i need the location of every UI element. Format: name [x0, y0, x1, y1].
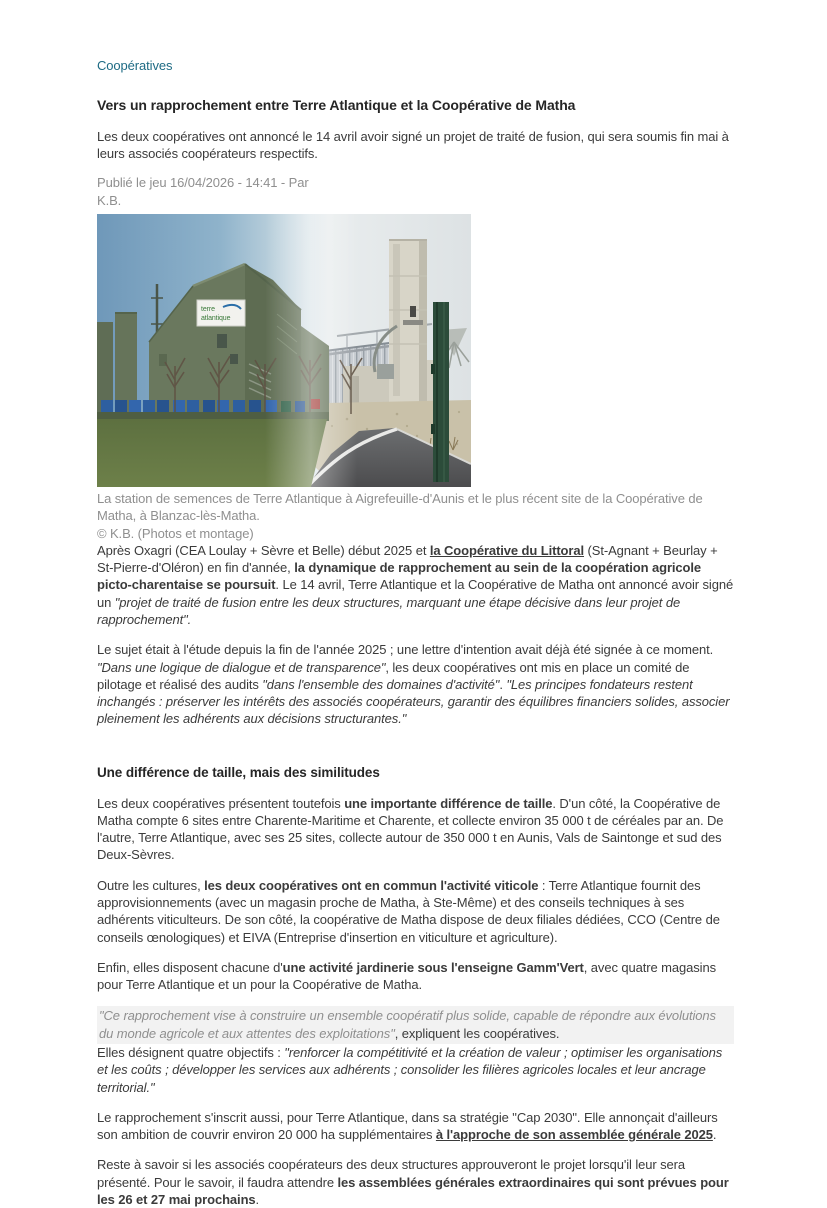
paragraph: [97, 1109, 734, 1144]
inline-link[interactable]: à l'approche de son assemblée générale 2025: [435, 1127, 713, 1143]
text-run: .: [499, 676, 507, 692]
photo-caption: La station de semences de Terre Atlantique à Aigrefeuille-d'Aunis et le plus récent site de la Coopérative de Matha, à Blanzac-lès-Matha.: [97, 491, 703, 524]
section-heading: Une différence de taille, mais des similitudes: [97, 764, 380, 780]
text-run: (St-Agnant + Beurlay + St-Pierre-d'Oléron) en fin d'année,: [97, 542, 718, 576]
published-date: Publié le jeu 16/04/2026 - 14:41 - Par: [97, 175, 309, 191]
text-run: . Le 14 avril, Terre Atlantique et la Coopérative de Matha ont annoncé avoir signé un: [97, 577, 734, 610]
text-run: les assemblées générales extraordinaires qui sont prévues pour les 26 et 27 mai prochains: [97, 1174, 729, 1207]
text-run: , les deux coopératives ont mis en place un comité de pilotage et réalisé des audits: [97, 659, 690, 692]
text-run: "Ce rapprochement vise à construire un ensemble coopératif plus solide, capable de répondre aux évolutions du monde agricole et aux attentes des exploitations": [99, 1008, 716, 1041]
paragraph: [97, 877, 734, 946]
text-run: les deux coopératives ont en commun l'activité viticole: [204, 877, 539, 893]
article-title: Vers un rapprochement entre Terre Atlantique et la Coopérative de Matha: [97, 97, 576, 114]
text-run: une importante différence de taille: [344, 795, 553, 811]
text-run: "Dans une logique de dialogue et de transparence": [97, 659, 386, 675]
text-run: "dans l'ensemble des domaines d'activité": [262, 676, 500, 692]
text-run: Les deux coopératives présentent toutefois: [97, 795, 345, 811]
article-lead: Les deux coopératives ont annoncé le 14 avril avoir signé un projet de traité de fusion, qui sera soumis fin mai à leurs associés coopérateurs respectifs.: [97, 128, 729, 162]
sign-line2: atlantique: [201, 315, 231, 323]
text-run: . D'un côté, la Coopérative de Matha compte 6 sites entre Charente-Maritime et Charente, et collecte environ 35 000 t de céréales par an. De l'autre, Terre Atlantique, avec ses 25 sites, collecte autour de 350 000 t en Aunis, Vals de Saintonge et sud des Deux-Sèvres.: [97, 795, 724, 863]
published-info: [97, 174, 734, 209]
text-run: "projet de traité de fusion entre les deux structures, marquant une étape décisive dans leur projet de rapprochement".: [97, 594, 681, 627]
category-link[interactable]: Coopératives: [97, 58, 173, 73]
text-run: Le sujet était à l'étude depuis la fin de l'année 2025 ; une lettre d'intention avait déjà été signée à ce moment.: [97, 642, 714, 658]
inline-link[interactable]: la Coopérative du Littoral: [429, 542, 585, 558]
photo-credit: © K.B. (Photos et montage): [97, 525, 254, 541]
paragraph: [97, 641, 734, 727]
text-run: la dynamique de rapprochement au sein de la coopération agricole picto-charentaise se poursuit: [97, 560, 702, 593]
article-photo: [97, 214, 471, 487]
text-run: une activité jardinerie sous l'enseigne Gamm'Vert: [282, 959, 584, 975]
paragraph: [97, 959, 734, 994]
paragraph: [97, 1044, 734, 1096]
text-run: Elles désignent quatre objectifs :: [97, 1045, 285, 1060]
text-run: "renforcer la compétitivité et la création de valeur ; optimiser les organisations et les coûts ; développer les services aux adhérents ; consolider les filières agricoles locales et leur ancrage territorial.": [97, 1045, 723, 1095]
paragraph: [97, 542, 734, 628]
text-run: Après Oxagri (CEA Loulay + Sèvre et Belle) début 2025 et: [97, 542, 430, 558]
text-run: Outre les cultures,: [97, 877, 205, 893]
text-run: , avec quatre magasins pour Terre Atlantique et un pour la Coopérative de Matha.: [97, 959, 716, 993]
article-body: [97, 542, 734, 1208]
quote-block: [97, 1006, 734, 1044]
article-figure: [97, 214, 734, 542]
text-run: .: [255, 1191, 260, 1207]
paragraph: [97, 795, 734, 864]
paragraph: [97, 1156, 734, 1208]
photomontage-image: [97, 214, 471, 487]
text-run: Reste à savoir si les associés coopérateurs des deux structures approuveront le projet lorsqu'il leur sera présenté. Pour le savoir, il faudra attendre: [97, 1157, 686, 1190]
text-run: "Les principes fondateurs restent inchangés : préserver les intérêts des associés coopérateurs, garantir des équilibres financiers solides, associer pleinement les adhérents aux décisions structurantes.": [97, 676, 730, 727]
text-run: Enfin, elles disposent chacune d': [97, 959, 283, 975]
sign-line1: terre: [201, 306, 215, 314]
article-page: [97, 0, 734, 1208]
text-run: , expliquent les coopératives.: [394, 1025, 560, 1041]
terre-atlantique-sign: [197, 300, 245, 326]
text-run: .: [712, 1127, 717, 1143]
author-initials: K.B.: [97, 192, 122, 208]
figure-caption-block: [97, 490, 734, 542]
text-run: Le rapprochement s'inscrit aussi, pour Terre Atlantique, dans sa stratégie "Cap 2030". Elle annonçait d'ailleurs son ambition de couvrir environ 20 000 ha supplémentaires: [97, 1109, 718, 1143]
text-run: : Terre Atlantique fournit des approvisionnements (avec un magasin proche de Matha, à Ste-Même) et des conseils techniques à ses adhérents viticulteurs. De son côté, la coopérative de Matha dispose de deux filiales dédiées, CCO (Centre de conseils œnologiques) et EIVA (Entreprise d'insertion en viticulture et agriculture).: [97, 877, 720, 945]
